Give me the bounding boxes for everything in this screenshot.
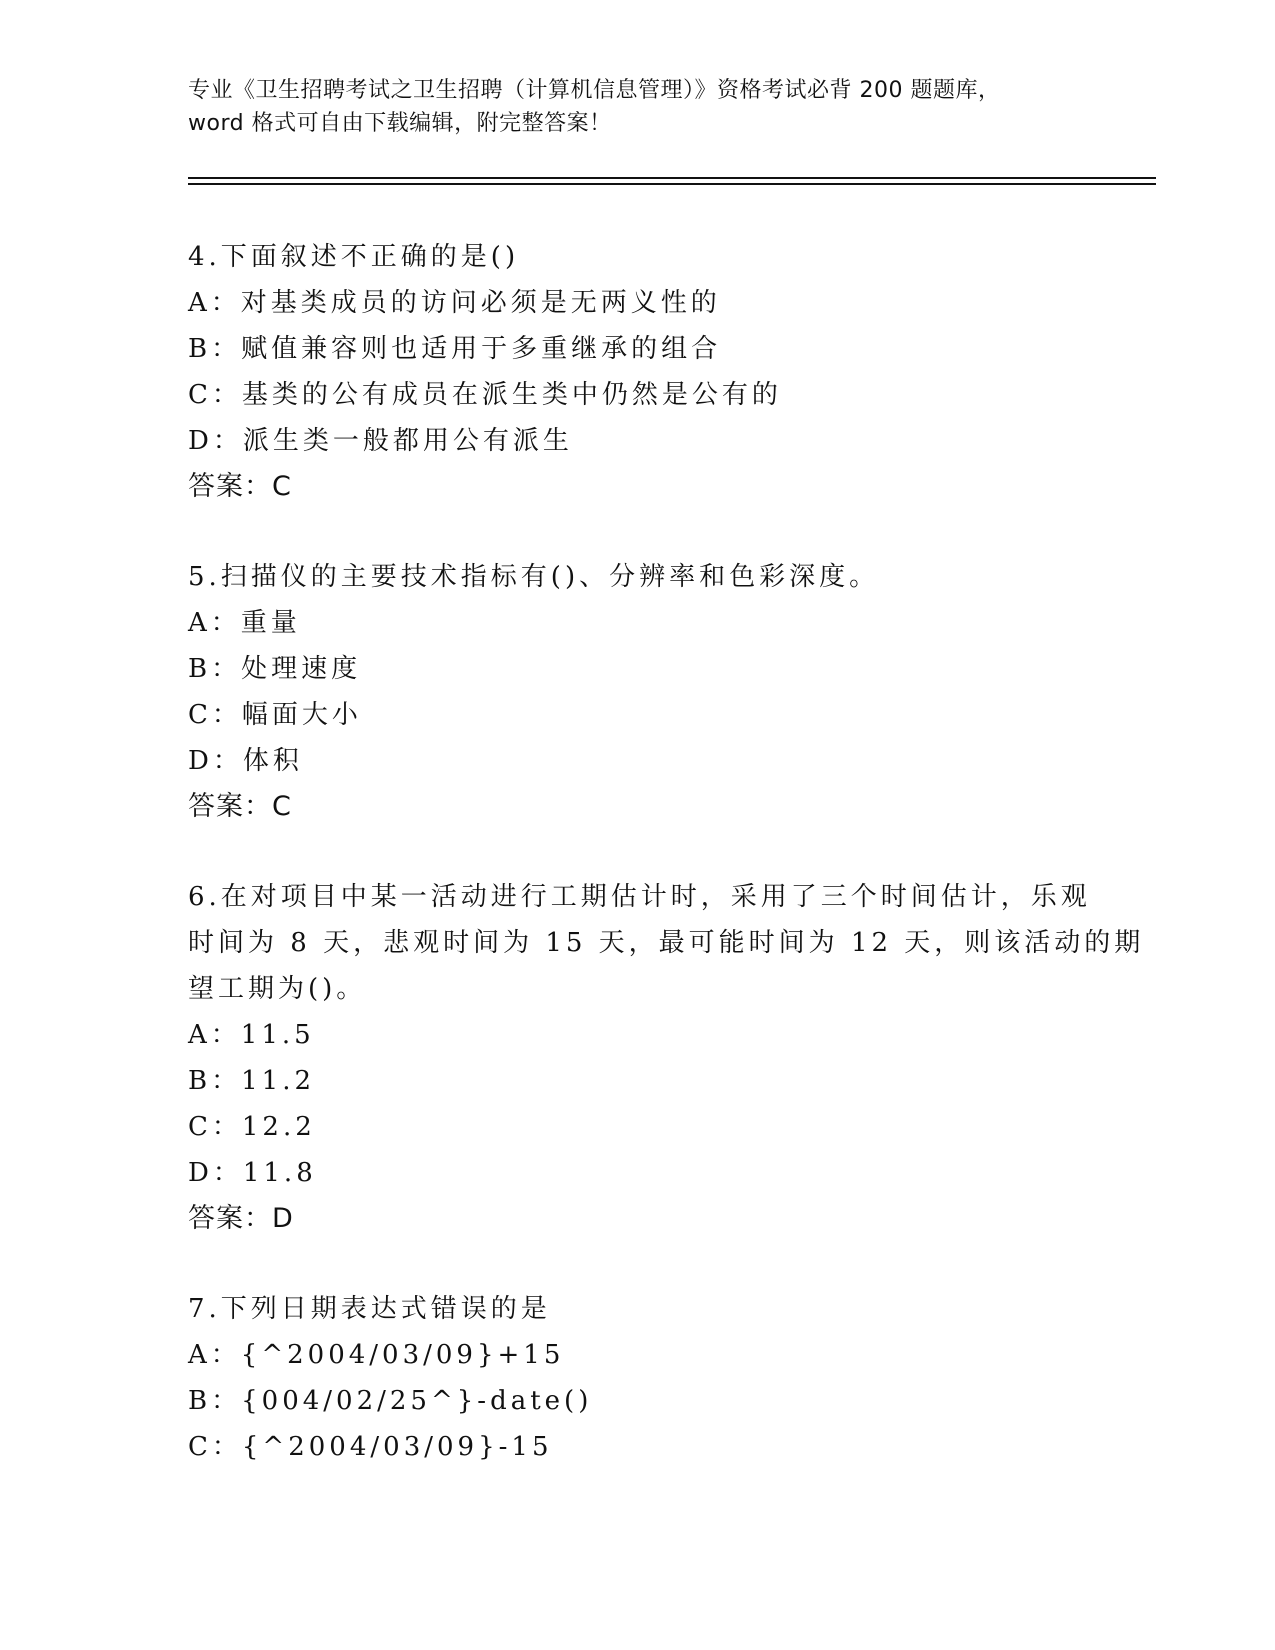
question-list bbox=[188, 234, 1145, 1514]
option-c: C：12.2 bbox=[188, 1112, 316, 1142]
header-divider-bottom bbox=[188, 183, 1156, 185]
header-line-1: 专业《卫生招聘考试之卫生招聘（计算机信息管理）》资格考试必背 200 题题库， bbox=[188, 78, 1001, 103]
option-b: B：{004/02/25^}-date() bbox=[188, 1386, 593, 1416]
question-item bbox=[188, 234, 1088, 510]
question-item bbox=[188, 1286, 1088, 1470]
option-b: B：11.2 bbox=[188, 1066, 315, 1096]
option-c: C：基类的公有成员在派生类中仍然是公有的 bbox=[188, 380, 782, 410]
document-header bbox=[188, 74, 1088, 140]
option-d: D：11.8 bbox=[188, 1158, 317, 1188]
option-b: B：处理速度 bbox=[188, 654, 362, 684]
option-b: B：赋值兼容则也适用于多重继承的组合 bbox=[188, 334, 722, 364]
option-a: A：11.5 bbox=[188, 1020, 315, 1050]
header-divider-top bbox=[188, 177, 1156, 179]
question-stem-line-2: 时间为 8 天，悲观时间为 15 天，最可能时间为 12 天，则该活动的期 bbox=[188, 928, 1145, 958]
question-item bbox=[188, 874, 1145, 1242]
question-stem: 5.扫描仪的主要技术指标有()、分辨率和色彩深度。 bbox=[188, 562, 880, 592]
option-a: A：{^2004/03/09}+15 bbox=[188, 1340, 565, 1370]
question-stem-line-3: 望工期为()。 bbox=[188, 974, 367, 1004]
question-stem: 7.下列日期表达式错误的是 bbox=[188, 1294, 551, 1324]
question-stem-line-1: 6.在对项目中某一活动进行工期估计时，采用了三个时间估计，乐观 bbox=[188, 882, 1091, 912]
answer-text: 答案：D bbox=[188, 1203, 294, 1234]
option-c: C：{^2004/03/09}-15 bbox=[188, 1432, 553, 1462]
header-line-2: word 格式可自由下载编辑，附完整答案！ bbox=[188, 111, 612, 136]
option-d: D：体积 bbox=[188, 746, 303, 776]
answer-text: 答案：C bbox=[188, 791, 292, 822]
option-a: A：重量 bbox=[188, 608, 301, 638]
option-a: A：对基类成员的访问必须是无两义性的 bbox=[188, 288, 721, 318]
option-c: C：幅面大小 bbox=[188, 700, 362, 730]
question-item bbox=[188, 554, 1088, 830]
option-d: D：派生类一般都用公有派生 bbox=[188, 426, 573, 456]
answer-text: 答案：C bbox=[188, 471, 292, 502]
question-stem: 4.下面叙述不正确的是() bbox=[188, 242, 520, 272]
